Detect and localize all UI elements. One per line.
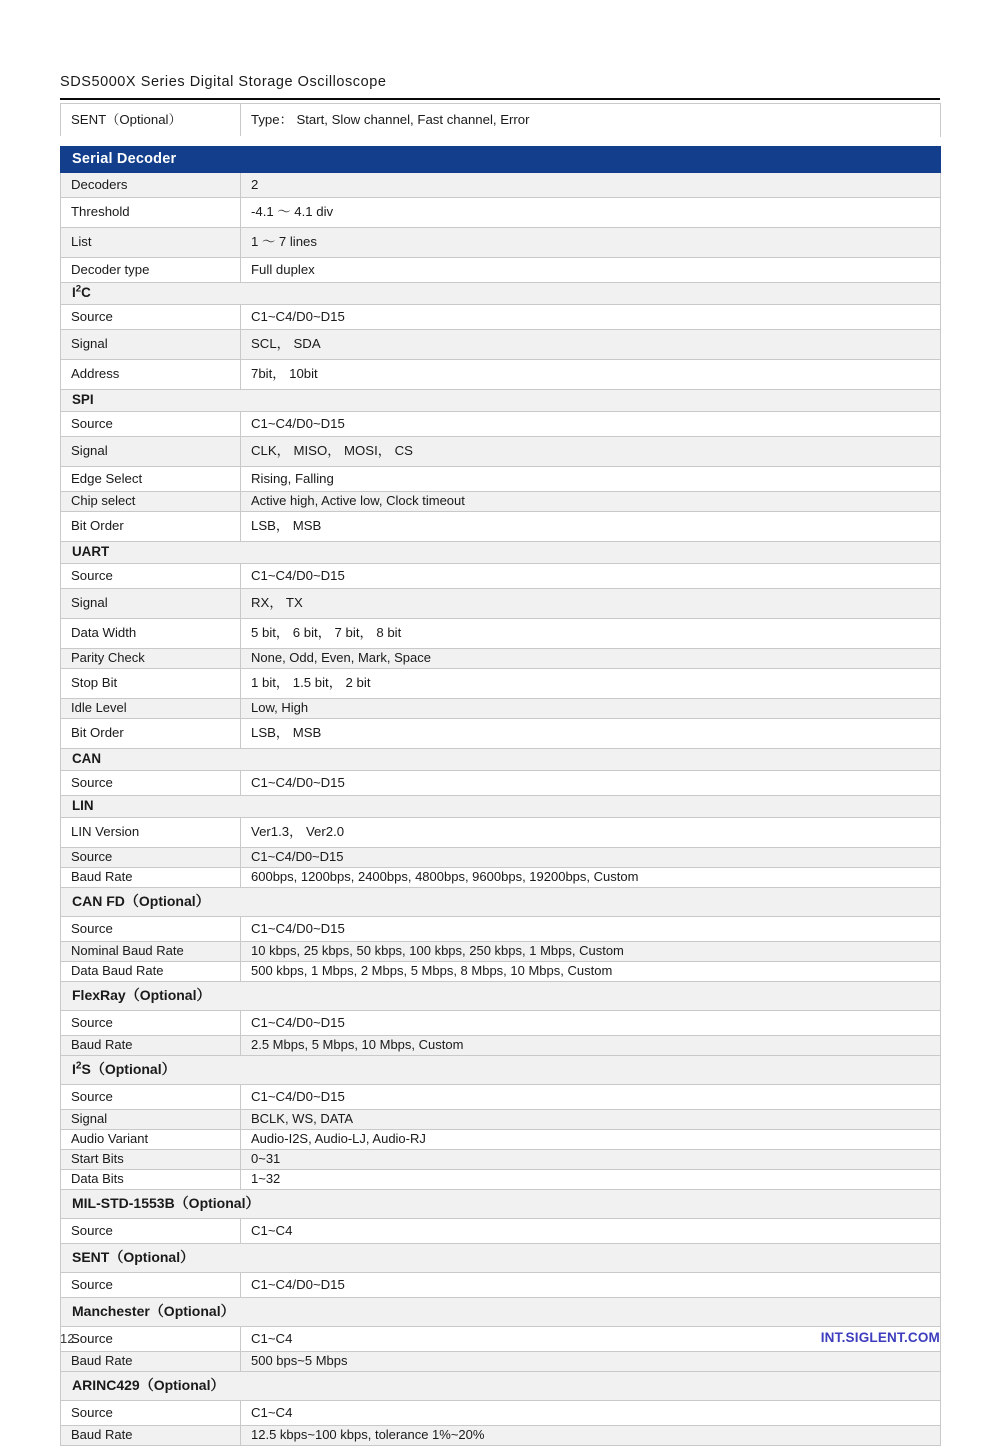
table-row [61, 917, 941, 942]
row-label-baud-rate: Baud Rate [61, 868, 241, 888]
table-row [61, 1426, 941, 1446]
table-row [61, 771, 941, 796]
table-row [61, 1352, 941, 1372]
row-label-source: Source [61, 1273, 241, 1298]
subsection-header-i2c [61, 283, 941, 305]
running-head: SDS5000X Series Digital Storage Oscilloscope [60, 74, 387, 90]
row-value-baud-rate: 12.5 kbps~100 kbps, tolerance 1%~20% [241, 1426, 941, 1446]
section-banner-label: Serial Decoder [61, 147, 941, 173]
subsection-header-sent-optional [61, 1244, 941, 1273]
table-row [61, 1130, 941, 1150]
row-label-signal: Signal [61, 330, 241, 360]
row-label-data-bits: Data Bits [61, 1170, 241, 1190]
table-row [61, 868, 941, 888]
table-row [61, 848, 941, 868]
table-row [61, 1327, 941, 1352]
row-label-source: Source [61, 412, 241, 437]
row-value-audio-variant: Audio-I2S, Audio-LJ, Audio-RJ [241, 1130, 941, 1150]
subsection-header-arinc429-optional [61, 1372, 941, 1401]
row-label-list: List [61, 228, 241, 258]
subsection-header-lin [61, 796, 941, 818]
row-value-signal: SCL， SDA [241, 330, 941, 360]
row-value-source: C1~C4/D0~D15 [241, 848, 941, 868]
row-label-address: Address [61, 360, 241, 390]
table-row [61, 619, 941, 649]
row-label-chip-select: Chip select [61, 492, 241, 512]
table-row [61, 437, 941, 467]
row-value-address: 7bit， 10bit [241, 360, 941, 390]
row-value-edge-select: Rising, Falling [241, 467, 941, 492]
row-label-data-width: Data Width [61, 619, 241, 649]
row-value-bit-order: LSB， MSB [241, 512, 941, 542]
row-value-source: C1~C4 [241, 1401, 941, 1426]
row-label-source: Source [61, 771, 241, 796]
row-value-decoder-type: Full duplex [241, 258, 941, 283]
row-value-baud-rate: 2.5 Mbps, 5 Mbps, 10 Mbps, Custom [241, 1036, 941, 1056]
header-rule [60, 98, 940, 100]
table-row [61, 649, 941, 669]
table-row [61, 699, 941, 719]
row-value-chip-select: Active high, Active low, Clock timeout [241, 492, 941, 512]
table-row [61, 198, 941, 228]
row-label-edge-select: Edge Select [61, 467, 241, 492]
row-label-start-bits: Start Bits [61, 1150, 241, 1170]
row-value-source: C1~C4/D0~D15 [241, 1011, 941, 1036]
row-value-source: C1~C4/D0~D15 [241, 305, 941, 330]
table-row [61, 942, 941, 962]
table-row [61, 1085, 941, 1110]
table-row [61, 412, 941, 437]
subsection-header-label: FlexRay（Optional） [61, 982, 941, 1011]
row-value-source: C1~C4/D0~D15 [241, 771, 941, 796]
table-row [61, 228, 941, 258]
row-value-signal: CLK， MISO， MOSI， CS [241, 437, 941, 467]
section-banner-serial-decoder [61, 147, 941, 173]
table-row [61, 467, 941, 492]
row-value-signal: RX， TX [241, 589, 941, 619]
row-label-source: Source [61, 564, 241, 589]
row-value-data-baud-rate: 500 kbps, 1 Mbps, 2 Mbps, 5 Mbps, 8 Mbps, 10 Mbps, Custom [241, 962, 941, 982]
row-value-baud-rate: 500 bps~5 Mbps [241, 1352, 941, 1372]
row-label-audio-variant: Audio Variant [61, 1130, 241, 1150]
row-value-source: C1~C4/D0~D15 [241, 564, 941, 589]
row-label-bit-order: Bit Order [61, 719, 241, 749]
row-value-signal: BCLK, WS, DATA [241, 1110, 941, 1130]
row-label-lin-version: LIN Version [61, 818, 241, 848]
table-row [61, 719, 941, 749]
table-row [61, 1110, 941, 1130]
subsection-header-label: SENT（Optional） [61, 1244, 941, 1273]
row-value-idle-level: Low, High [241, 699, 941, 719]
row-label-source: Source [61, 848, 241, 868]
row-label-source: Source [61, 1401, 241, 1426]
subsection-header-label: ARINC429（Optional） [61, 1372, 941, 1401]
table-row [61, 1011, 941, 1036]
row-value-threshold: -4.1 ～ 4.1 div [241, 198, 941, 228]
row-value-start-bits: 0~31 [241, 1150, 941, 1170]
subsection-header-can-fd-optional [61, 888, 941, 917]
row-value-baud-rate: 600bps, 1200bps, 2400bps, 4800bps, 9600bps, 19200bps, Custom [241, 868, 941, 888]
row-value-sent-optional: Type： Start, Slow channel, Fast channel, Error [241, 104, 941, 137]
subsection-header-label: UART [61, 542, 941, 564]
row-label-signal: Signal [61, 589, 241, 619]
subsection-header-flexray-optional [61, 982, 941, 1011]
row-label-source: Source [61, 1327, 241, 1352]
subsection-header-manchester-optional [61, 1298, 941, 1327]
table-row [61, 258, 941, 283]
row-value-decoders: 2 [241, 173, 941, 198]
row-label-idle-level: Idle Level [61, 699, 241, 719]
sent-optional-table [60, 103, 941, 137]
table-row [61, 962, 941, 982]
table-row [61, 669, 941, 699]
row-value-nominal-baud-rate: 10 kbps, 25 kbps, 50 kbps, 100 kbps, 250 kbps, 1 Mbps, Custom [241, 942, 941, 962]
table-row [61, 173, 941, 198]
table-row [61, 818, 941, 848]
table-row [61, 564, 941, 589]
subsection-header-mil-std-1553b-optional [61, 1190, 941, 1219]
table-row [61, 1219, 941, 1244]
row-label-signal: Signal [61, 1110, 241, 1130]
subsection-header-label: MIL-STD-1553B（Optional） [61, 1190, 941, 1219]
row-label-baud-rate: Baud Rate [61, 1426, 241, 1446]
table-row [61, 330, 941, 360]
row-label-data-baud-rate: Data Baud Rate [61, 962, 241, 982]
subsection-header-label: LIN [61, 796, 941, 818]
table-row [61, 589, 941, 619]
subsection-header-label: Manchester（Optional） [61, 1298, 941, 1327]
table-row [61, 492, 941, 512]
page-number: 12 [60, 1331, 75, 1346]
row-value-stop-bit: 1 bit， 1.5 bit， 2 bit [241, 669, 941, 699]
row-label-bit-order: Bit Order [61, 512, 241, 542]
row-label-decoders: Decoders [61, 173, 241, 198]
superscript-two: 2 [75, 1060, 82, 1072]
row-value-source: C1~C4/D0~D15 [241, 1085, 941, 1110]
row-value-source: C1~C4/D0~D15 [241, 412, 941, 437]
row-label-stop-bit: Stop Bit [61, 669, 241, 699]
subsection-header-spi [61, 390, 941, 412]
row-label-threshold: Threshold [61, 198, 241, 228]
row-value-source: C1~C4 [241, 1219, 941, 1244]
table-gap [60, 136, 940, 146]
subsection-header-label: $I^2C$ [61, 283, 941, 305]
table-row [61, 360, 941, 390]
row-value-data-width: 5 bit， 6 bit， 7 bit， 8 bit [241, 619, 941, 649]
subsection-header-label: CAN [61, 749, 941, 771]
row-label-sent-optional: SENT（Optional） [61, 104, 241, 137]
row-label-decoder-type: Decoder type [61, 258, 241, 283]
subsection-header-label: CAN FD（Optional） [61, 888, 941, 917]
superscript-two: 2 [75, 283, 82, 295]
subsection-header-can [61, 749, 941, 771]
row-label-source: Source [61, 1219, 241, 1244]
row-label-source: Source [61, 305, 241, 330]
row-value-data-bits: 1~32 [241, 1170, 941, 1190]
row-label-baud-rate: Baud Rate [61, 1352, 241, 1372]
siglent-site-link[interactable]: INT.SIGLENT.COM [820, 1330, 940, 1345]
table-row [61, 512, 941, 542]
row-value-source: C1~C4 [241, 1327, 941, 1352]
subsection-header-i2s-optional [61, 1056, 941, 1085]
subsection-header-label: $I^2S(Optional)$ [61, 1056, 941, 1085]
row-value-parity-check: None, Odd, Even, Mark, Space [241, 649, 941, 669]
row-label-signal: Signal [61, 437, 241, 467]
row-value-list: 1 ～ 7 lines [241, 228, 941, 258]
table-row [61, 1401, 941, 1426]
table-row [61, 1170, 941, 1190]
row-value-bit-order: LSB， MSB [241, 719, 941, 749]
serial-decoder-table [60, 146, 941, 1446]
subsection-header-uart [61, 542, 941, 564]
table-row [61, 1036, 941, 1056]
row-label-source: Source [61, 917, 241, 942]
table-row [61, 104, 941, 137]
table-row [61, 305, 941, 330]
table-row [61, 1273, 941, 1298]
row-value-source: C1~C4/D0~D15 [241, 1273, 941, 1298]
row-label-nominal-baud-rate: Nominal Baud Rate [61, 942, 241, 962]
row-label-source: Source [61, 1085, 241, 1110]
row-value-source: C1~C4/D0~D15 [241, 917, 941, 942]
row-label-source: Source [61, 1011, 241, 1036]
row-value-lin-version: Ver1.3， Ver2.0 [241, 818, 941, 848]
row-label-parity-check: Parity Check [61, 649, 241, 669]
table-row [61, 1150, 941, 1170]
row-label-baud-rate: Baud Rate [61, 1036, 241, 1056]
subsection-header-label: SPI [61, 390, 941, 412]
